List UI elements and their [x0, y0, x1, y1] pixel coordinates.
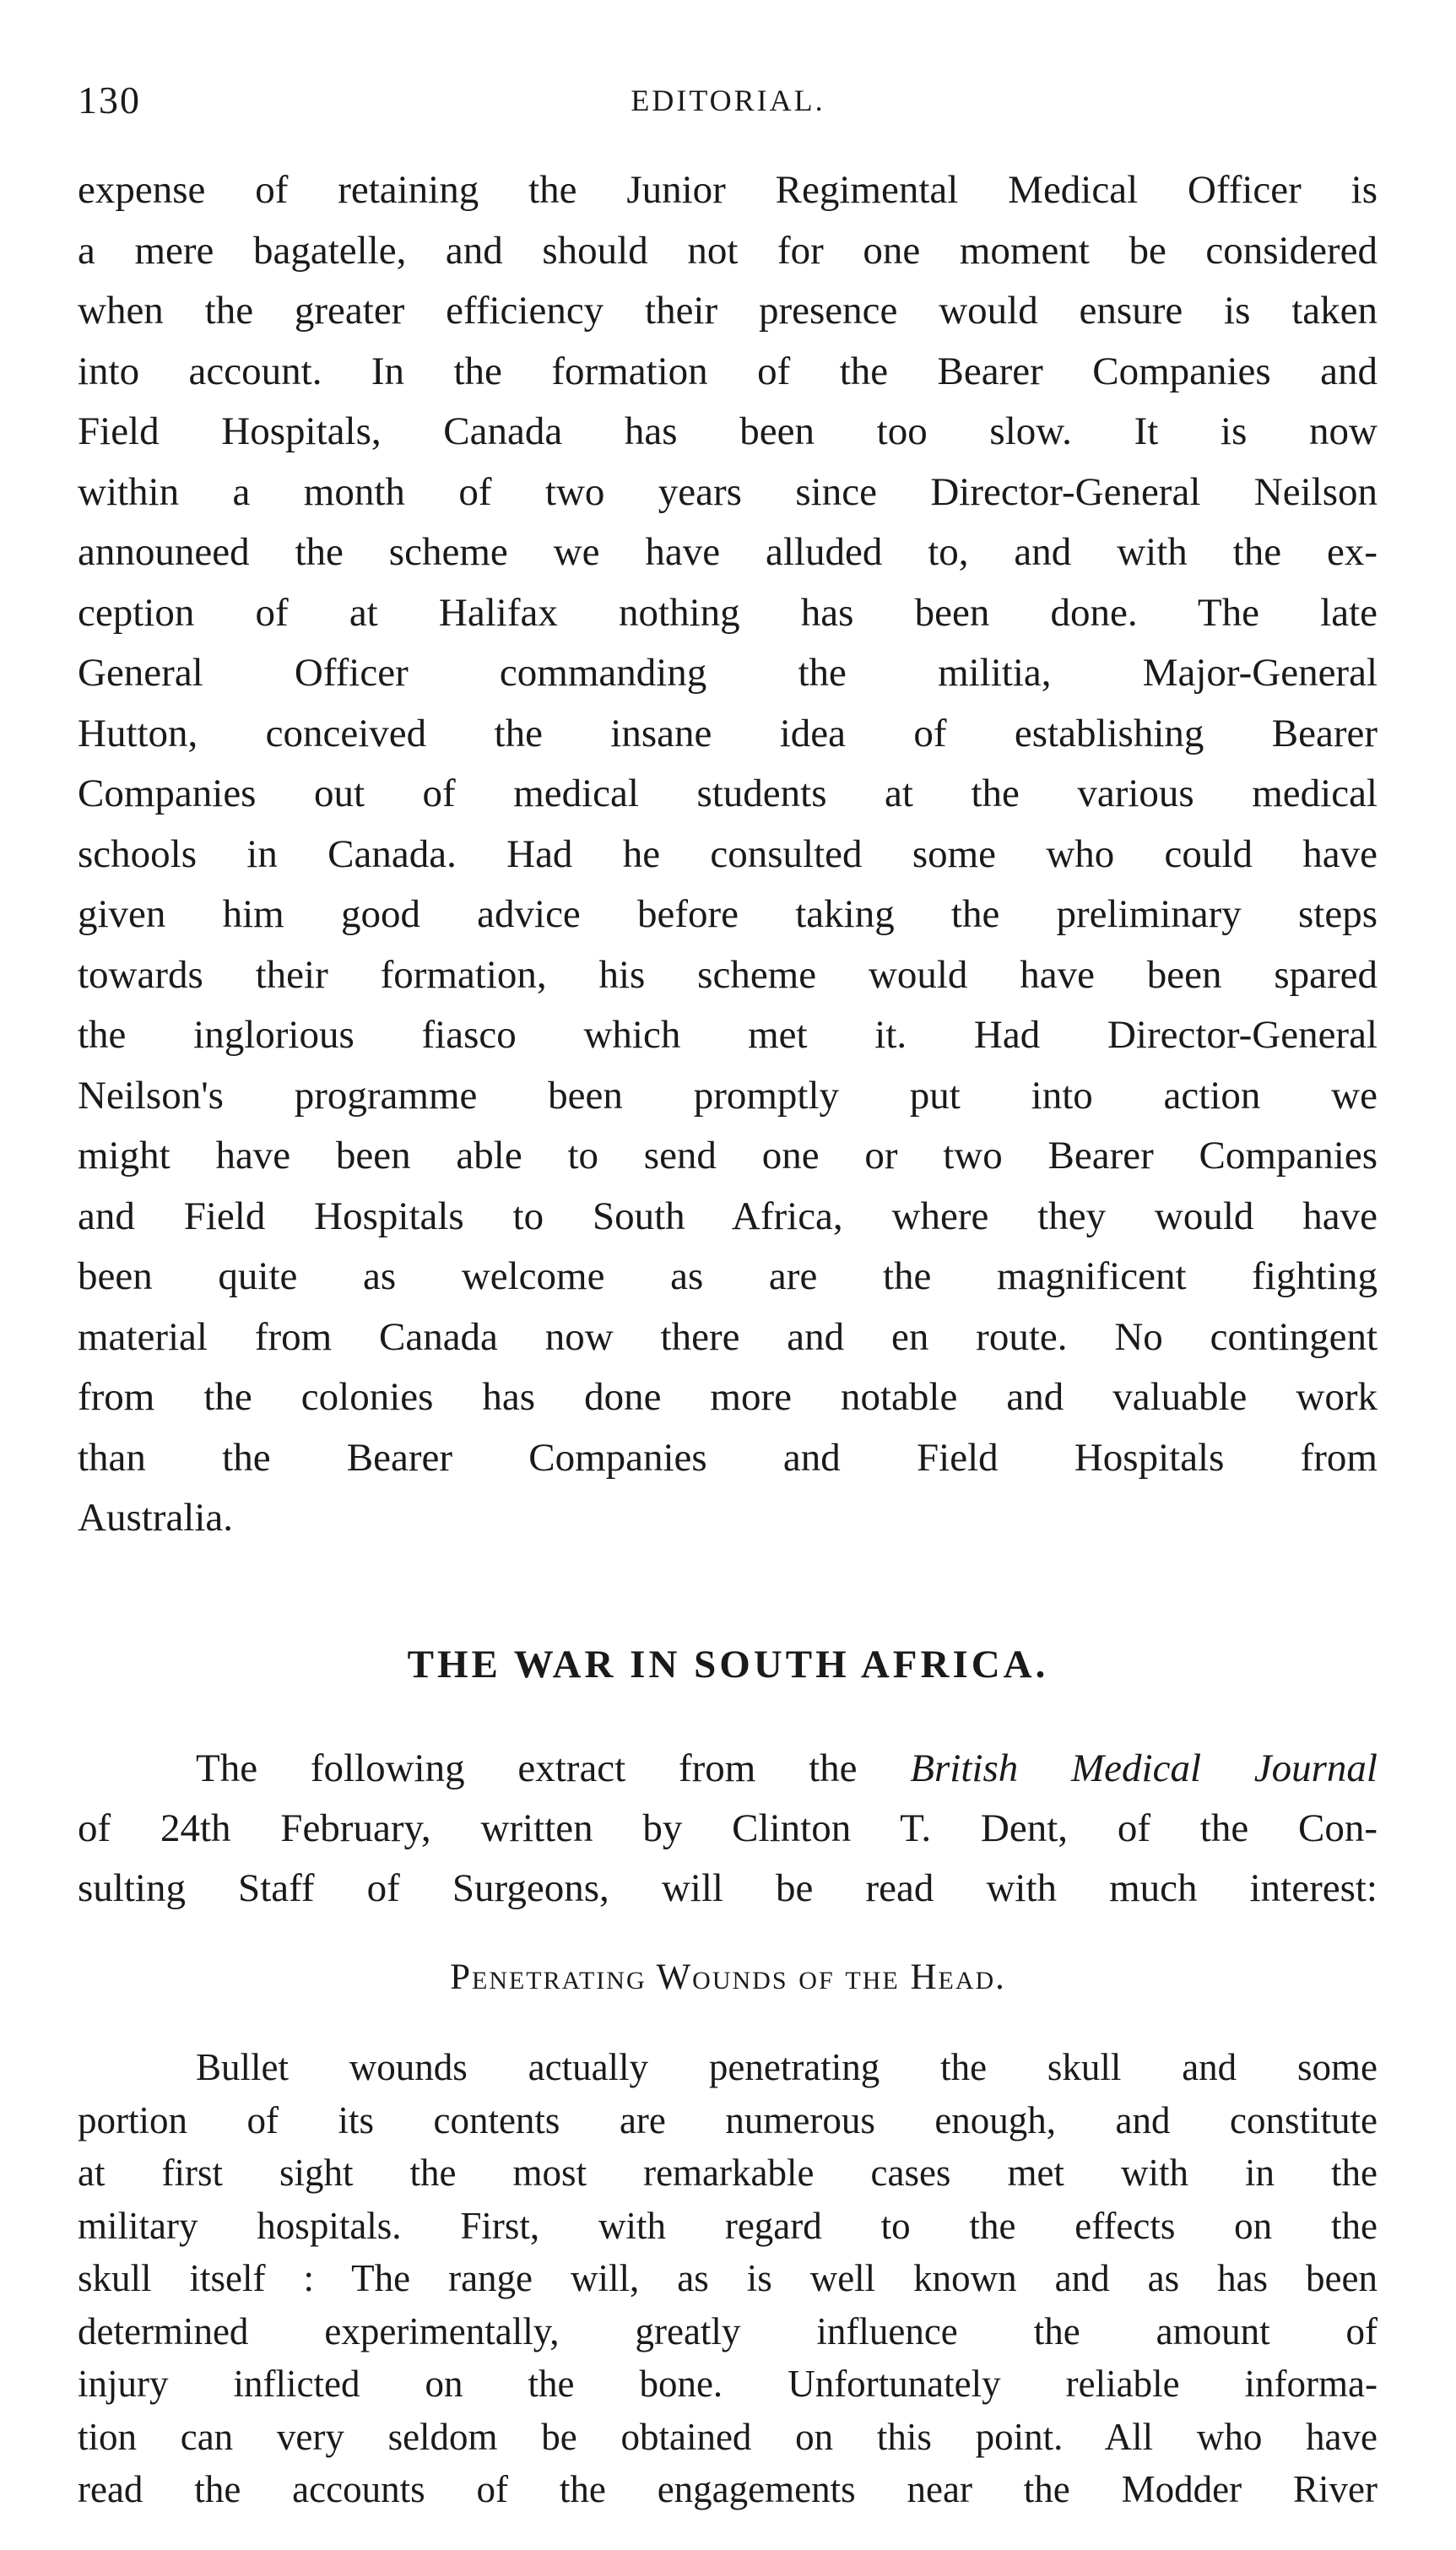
- text-line: military hospitals. First, with regard to the effects on the: [78, 2204, 1378, 2247]
- intro-text: The following extract from the: [196, 1746, 911, 1790]
- journal-title: British Medical Journal: [910, 1746, 1378, 1790]
- text-line: Neilson's programme been promptly put into action we: [78, 1073, 1378, 1118]
- text-line: portion of its contents are numerous enough, and constitute: [78, 2098, 1378, 2141]
- running-title: EDITORIAL.: [631, 84, 825, 117]
- text-line: skull itself : The range will, as is well known and as has been: [78, 2257, 1378, 2299]
- text-line: and Field Hospitals to South Africa, where they would have: [78, 1194, 1378, 1238]
- section-heading: THE WAR IN SOUTH AFRICA.: [407, 1643, 1049, 1686]
- text-line: into account. In the formation of the Bearer Companies and: [78, 349, 1378, 393]
- text-line: towards their formation, his scheme would have been spared: [78, 952, 1378, 997]
- page-number: 130: [78, 79, 141, 122]
- text-line: schools in Canada. Had he consulted some who could have: [78, 831, 1378, 876]
- text-line: Bullet wounds actually penetrating the skull and some: [196, 2046, 1378, 2088]
- text-line: [78, 1739, 1378, 1799]
- text-line: Field Hospitals, Canada has been too slow. It is now: [78, 409, 1378, 453]
- text-line: of 24th February, written by Clinton T. Dent, of the Con-: [78, 1806, 1378, 1850]
- text-line: injury inflicted on the bone. Unfortunately reliable informa-: [78, 2363, 1378, 2405]
- text-line: been quite as welcome as are the magnificent fighting: [78, 1254, 1378, 1298]
- subheading: Penetrating Wounds of the Head.: [450, 1957, 1006, 1997]
- text-line: Australia.: [78, 1496, 234, 1540]
- text-line: ception of at Halifax nothing has been done. The late: [78, 590, 1378, 635]
- text-line: announeed the scheme we have alluded to, and with the ex-: [78, 530, 1378, 574]
- text-line: expense of retaining the Junior Regimental Medical Officer is: [78, 168, 1378, 212]
- running-head: [78, 78, 1378, 128]
- text-line: the inglorious fiasco which met it. Had Director-General: [78, 1013, 1378, 1057]
- intro-paragraph: [78, 1739, 1378, 1919]
- text-line: given him good advice before taking the preliminary steps: [78, 892, 1378, 936]
- text-line: a mere bagatelle, and should not for one moment be considered: [78, 228, 1378, 273]
- text-line: material from Canada now there and en route. No contingent: [78, 1314, 1378, 1359]
- text-line: when the greater efficiency their presence would ensure is taken: [78, 289, 1378, 333]
- text-line: Companies out of medical students at the various medical: [78, 771, 1378, 815]
- text-line: General Officer commanding the militia, Major-General: [78, 651, 1378, 695]
- text-line: within a month of two years since Director-General Neilson: [78, 469, 1378, 514]
- text-line: from the colonies has done more notable and valuable work: [78, 1375, 1378, 1419]
- quoted-paragraph: [78, 2041, 1378, 2516]
- text-line: Hutton, conceived the insane idea of establishing Bearer: [78, 711, 1378, 755]
- text-line: at first sight the most remarkable cases met with in the: [78, 2152, 1378, 2194]
- text-line: determined experimentally, greatly influence the amount of: [78, 2309, 1378, 2352]
- text-line: might have been able to send one or two Bearer Companies: [78, 1134, 1378, 1178]
- editorial-paragraph: [78, 160, 1378, 1549]
- text-line: sulting Staff of Surgeons, will be read with much interest:: [78, 1866, 1378, 1910]
- text-line: than the Bearer Companies and Field Hospitals from: [78, 1435, 1378, 1480]
- text-line: read the accounts of the engagements near the Modder River: [78, 2468, 1378, 2510]
- text-line: tion can very seldom be obtained on this point. All who have: [78, 2415, 1378, 2458]
